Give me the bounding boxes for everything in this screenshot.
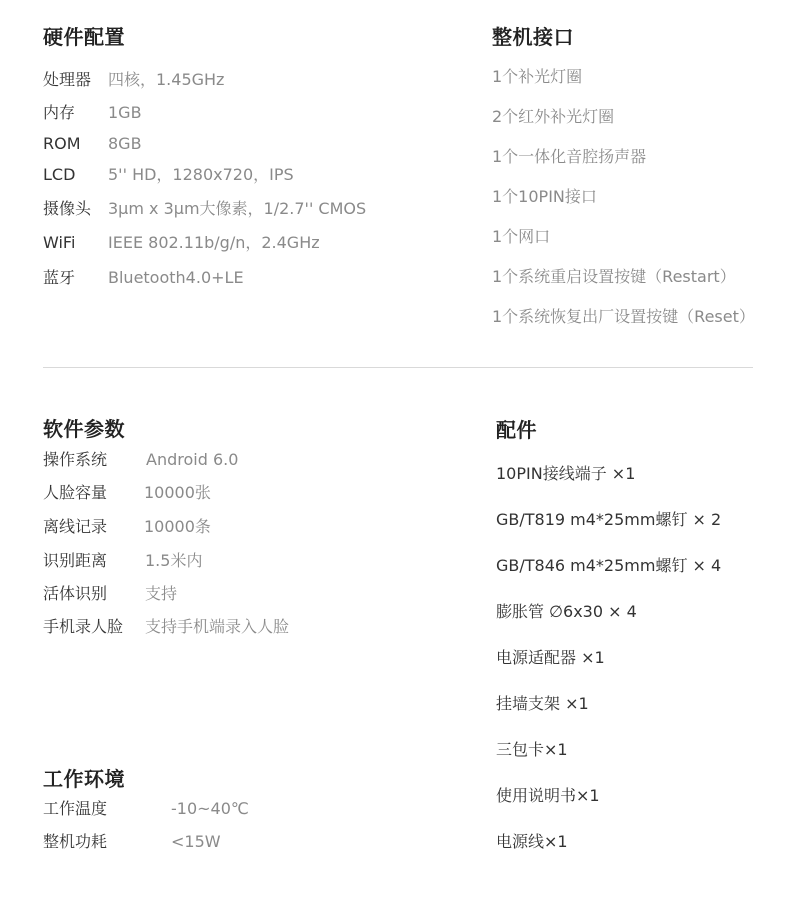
hardware-label: 蓝牙 bbox=[43, 268, 76, 287]
software-value: Android 6.0 bbox=[146, 450, 239, 469]
interface-item: 1个系统恢复出厂设置按键（Reset） bbox=[492, 307, 755, 326]
software-label: 活体识别 bbox=[43, 584, 108, 603]
accessory-item: 电源适配器 ×1 bbox=[496, 648, 605, 667]
hardware-label: WiFi bbox=[43, 233, 76, 252]
software-label: 手机录人脸 bbox=[43, 617, 124, 636]
software-label: 识别距离 bbox=[43, 551, 108, 570]
software-value: 10000张 bbox=[144, 483, 211, 502]
hardware-value: 8GB bbox=[108, 134, 142, 153]
accessory-item: 10PIN接线端子 ×1 bbox=[496, 464, 636, 483]
accessory-item: 使用说明书×1 bbox=[496, 786, 600, 805]
software-value: 1.5米内 bbox=[145, 551, 203, 570]
interface-item: 1个10PIN接口 bbox=[492, 187, 597, 206]
environment-value: -10~40℃ bbox=[171, 799, 249, 818]
software-value: 支持 bbox=[145, 584, 178, 603]
environment-label: 工作温度 bbox=[43, 799, 108, 818]
software-value: 支持手机端录入人脸 bbox=[145, 617, 290, 636]
interface-item: 1个网口 bbox=[492, 227, 551, 246]
accessory-item: GB/T846 m4*25mm螺钉 × 4 bbox=[496, 556, 722, 575]
hardware-label: ROM bbox=[43, 134, 81, 153]
interface-item: 1个一体化音腔扬声器 bbox=[492, 147, 647, 166]
interface-item: 1个补光灯圈 bbox=[492, 67, 583, 86]
interface-item: 2个红外补光灯圈 bbox=[492, 107, 615, 126]
environment-title: 工作环境 bbox=[43, 767, 125, 791]
hardware-label: 处理器 bbox=[43, 70, 92, 89]
hardware-value: 1GB bbox=[108, 103, 142, 122]
hardware-value: Bluetooth4.0+LE bbox=[108, 268, 244, 287]
hardware-value: IEEE 802.11b/g/n，2.4GHz bbox=[108, 233, 320, 252]
hardware-value: 四核，1.45GHz bbox=[108, 70, 225, 89]
accessory-item: 膨胀管 ∅6x30 × 4 bbox=[496, 602, 637, 621]
software-value: 10000条 bbox=[144, 517, 211, 536]
environment-value: <15W bbox=[171, 832, 221, 851]
software-label: 操作系统 bbox=[43, 450, 108, 469]
hardware-value: 5'' HD，1280x720，IPS bbox=[108, 165, 294, 184]
accessory-item: 电源线×1 bbox=[496, 832, 568, 851]
software-title: 软件参数 bbox=[43, 417, 125, 441]
accessory-item: 三包卡×1 bbox=[496, 740, 568, 759]
hardware-label: 内存 bbox=[43, 103, 76, 122]
section-divider bbox=[43, 367, 753, 368]
hardware-label: 摄像头 bbox=[43, 199, 92, 218]
accessories-title: 配件 bbox=[496, 418, 537, 442]
interfaces-title: 整机接口 bbox=[492, 25, 574, 49]
hardware-title: 硬件配置 bbox=[43, 25, 125, 49]
hardware-value: 3μm x 3μm大像素，1/2.7'' CMOS bbox=[108, 199, 367, 218]
environment-label: 整机功耗 bbox=[43, 832, 108, 851]
software-label: 人脸容量 bbox=[43, 483, 108, 502]
interface-item: 1个系统重启设置按键（Restart） bbox=[492, 267, 736, 286]
software-label: 离线记录 bbox=[43, 517, 108, 536]
accessory-item: 挂墙支架 ×1 bbox=[496, 694, 589, 713]
hardware-label: LCD bbox=[43, 165, 76, 184]
accessory-item: GB/T819 m4*25mm螺钉 × 2 bbox=[496, 510, 722, 529]
